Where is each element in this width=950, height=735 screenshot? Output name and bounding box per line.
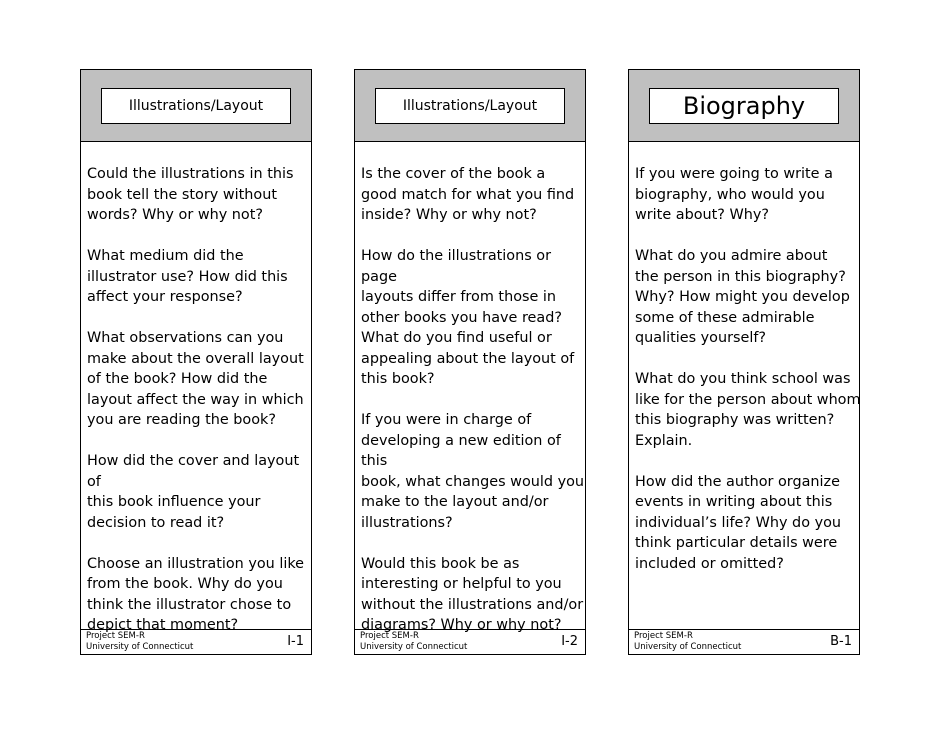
question-paragraph: Is the cover of the book a good match for what you find inside? Why or why not? — [361, 166, 575, 223]
question-paragraph: Could the illustrations in this book tell the story without words? Why or why not? — [87, 166, 294, 223]
card-footer — [81, 629, 311, 654]
card-header — [355, 70, 585, 142]
card-code: B-1 — [830, 634, 852, 649]
card-title: Illustrations/Layout — [375, 88, 565, 124]
question-paragraph: If you were going to write a biography, who would you write about? Why? — [635, 166, 833, 223]
question-paragraph: What observations can you make about the overall layout of the book? How did the layout affect the way in which you are reading the book? — [87, 330, 304, 428]
footer-university: University of Connecticut — [634, 642, 742, 652]
question-paragraph: What do you admire about the person in this biography? Why? How might you develop some of these admirable qualities yourself? — [635, 248, 850, 346]
card-code: I-2 — [561, 634, 578, 649]
footer-university: University of Connecticut — [86, 642, 194, 652]
bookmark-card-illustrations-1 — [80, 69, 312, 655]
question-paragraph: If you were in charge of developing a new edition of this book, what changes would you make to the layout and/or illustrations? — [361, 412, 585, 531]
card-code: I-1 — [287, 634, 304, 649]
question-paragraph: What medium did the illustrator use? How did this affect your response? — [87, 248, 288, 305]
question-paragraph: What do you think school was like for the person about whom this biography was written? Explain. — [635, 371, 861, 449]
card-header — [81, 70, 311, 142]
card-title: Biography — [649, 88, 839, 124]
footer-project: Project SEM-R — [634, 631, 693, 641]
bookmark-card-illustrations-2 — [354, 69, 586, 655]
question-paragraph: How do the illustrations or page layouts differ from those in other books you have read? What do you find useful or appealing about the layout of this book? — [361, 248, 575, 387]
card-questions — [361, 164, 587, 656]
footer-project: Project SEM-R — [360, 631, 419, 641]
card-header — [629, 70, 859, 142]
bookmark-card-biography — [628, 69, 860, 655]
card-title: Illustrations/Layout — [101, 88, 291, 124]
card-footer — [629, 629, 859, 654]
question-paragraph: Choose an illustration you like from the book. Why do you think the illustrator chose to depict that moment? — [87, 555, 305, 633]
card-footer — [355, 629, 585, 654]
card-questions — [635, 164, 861, 595]
card-questions — [87, 164, 313, 656]
question-paragraph: How did the author organize events in writing about this individual’s life? Why do you think particular details were included or omitted? — [635, 473, 842, 572]
footer-project: Project SEM-R — [86, 631, 145, 641]
question-paragraph: How did the cover and layout of this book influence your decision to read it? — [87, 453, 300, 531]
footer-university: University of Connecticut — [360, 642, 468, 652]
question-paragraph: Would this book be as interesting or helpful to you without the illustrations and/or diagrams? Why or why not? — [361, 555, 584, 633]
